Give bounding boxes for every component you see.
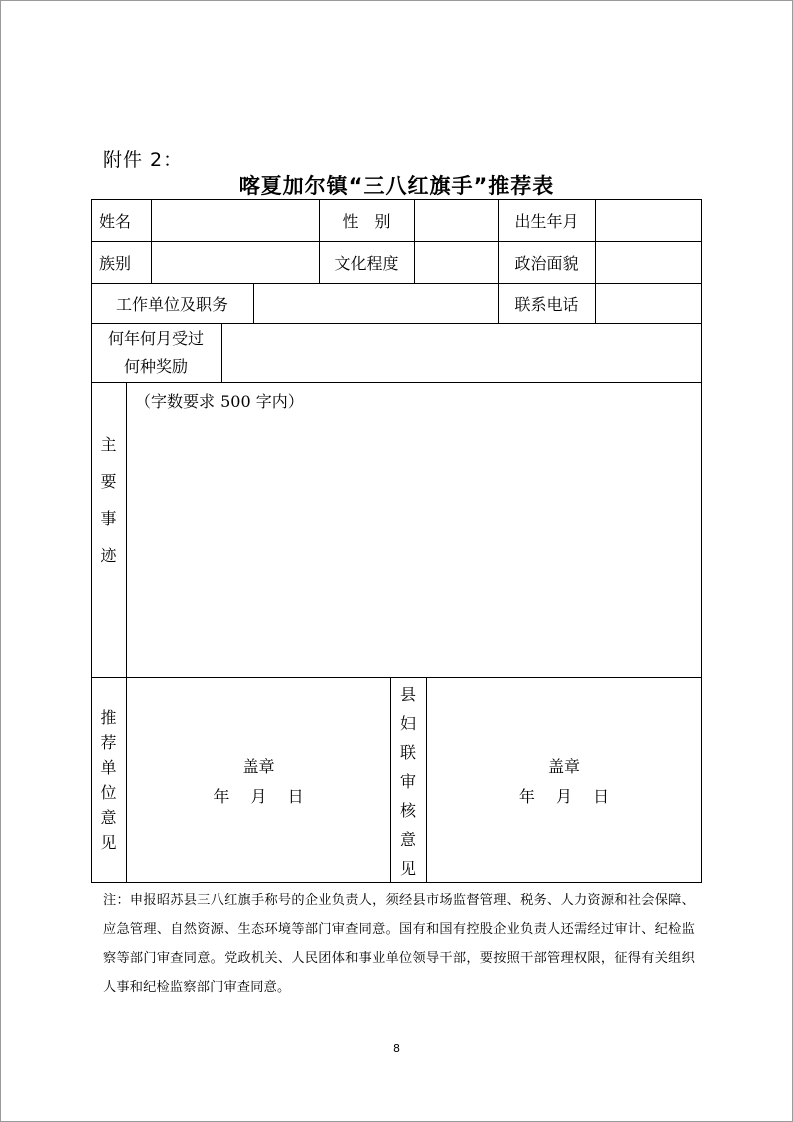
awards-label-line2: 何种奖励 — [123, 356, 188, 376]
attachment-label: 附件 2： — [103, 149, 184, 171]
phone-field[interactable] — [596, 284, 701, 323]
recommend-field[interactable] — [127, 678, 390, 882]
phone-label: 联系电话 — [514, 294, 579, 314]
ethnicity-field[interactable] — [152, 242, 318, 283]
awards-field[interactable] — [222, 324, 701, 382]
gender-label: 性 别 — [342, 211, 391, 231]
review-label-char: 县 — [399, 685, 416, 704]
recommend-seal: 盖章 — [242, 757, 275, 776]
name-field[interactable] — [152, 200, 318, 241]
footnote: 注：申报昭苏县三八红旗手称号的企业负责人，须经县市场监督管理、税务、人力资源和社会保障、应急管理、自然资源、生态环境等部门审查同意。国有和国有控股企业负责人还需经过审计、纪检监察等部门审查同意。党政机关、人民团体和事业单位领导干部，要按照干部管理权限，征得有关组织人事和纪检监察部门审查同意。 — [103, 893, 695, 995]
review-seal: 盖章 — [547, 757, 580, 776]
recommend-label — [91, 705, 126, 855]
grid-line — [91, 882, 702, 883]
recommend-label-char: 荐 — [100, 733, 117, 752]
page-number: 8 — [393, 1042, 400, 1055]
review-label-char: 联 — [399, 743, 416, 762]
review-label — [390, 680, 426, 880]
birth-field[interactable] — [596, 200, 701, 241]
deeds-field[interactable] — [127, 383, 701, 677]
review-label-char: 意 — [399, 830, 416, 849]
recommend-label-char: 意 — [100, 808, 117, 827]
work-label: 工作单位及职务 — [115, 294, 228, 314]
ethnicity-label: 族别 — [99, 253, 132, 273]
deeds-label-char: 迹 — [100, 546, 117, 565]
recommendation-form — [91, 199, 702, 883]
education-field[interactable] — [415, 242, 498, 283]
recommend-date: 年 月 日 — [213, 787, 304, 806]
grid-line — [701, 199, 702, 883]
work-field[interactable] — [254, 284, 498, 323]
birth-label: 出生年月 — [514, 211, 579, 231]
name-label: 姓名 — [99, 211, 132, 231]
political-field[interactable] — [596, 242, 701, 283]
form-title: 喀夏加尔镇“三八红旗手”推荐表 — [238, 174, 555, 198]
education-label: 文化程度 — [334, 253, 399, 273]
deeds-label — [91, 437, 126, 607]
recommend-label-char: 单 — [100, 758, 117, 777]
deeds-label-char: 要 — [100, 472, 117, 491]
awards-label-line1: 何年何月受过 — [107, 328, 204, 348]
political-label: 政治面貌 — [514, 253, 579, 273]
recommend-label-char: 见 — [100, 833, 117, 852]
deeds-label-char: 主 — [100, 435, 117, 454]
review-label-char: 审 — [399, 772, 416, 791]
deeds-label-char: 事 — [100, 509, 117, 528]
review-date: 年 月 日 — [518, 787, 610, 806]
review-label-char: 妇 — [399, 714, 416, 733]
recommend-label-char: 推 — [100, 708, 117, 727]
review-field[interactable] — [427, 678, 701, 882]
gender-field[interactable] — [415, 200, 498, 241]
recommend-label-char: 位 — [100, 783, 117, 802]
deeds-hint: （字数要求 500 字内） — [135, 392, 304, 411]
review-label-char: 见 — [399, 859, 416, 878]
review-label-char: 核 — [399, 801, 416, 820]
awards-label — [91, 323, 221, 382]
